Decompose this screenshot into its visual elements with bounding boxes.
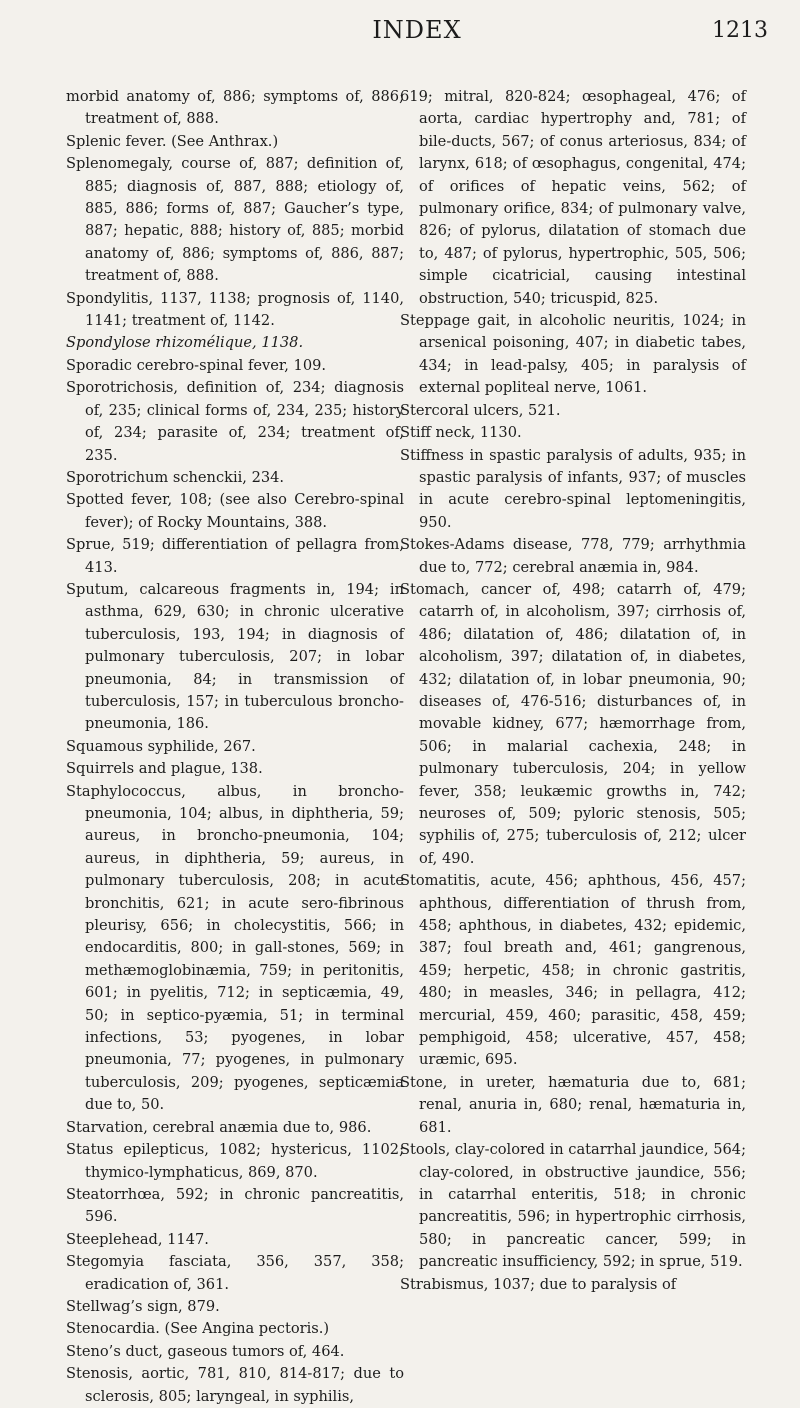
index-entry: Spotted fever, 108; (see also Cerebro-spinal fever); of Rocky Mountains, 388. bbox=[66, 491, 404, 531]
index-entry: Stools, clay-colored in catarrhal jaundice, 564; clay-colored, in obstructive jaundice, 556; in catarrhal enteritis, 518; in chronic pancreatitis, 596; in hypertrophic cirrhosis, 580; in pancreatic cancer, 599; in pancreatic insufficiency, 592; in sprue, 519. bbox=[400, 1141, 746, 1271]
index-entry: Stercoral ulcers, 521. bbox=[400, 401, 561, 419]
index-entry: Stellwag’s sign, 879. bbox=[66, 1297, 220, 1315]
index-entry: Steatorrhœa, 592; in chronic pancreatitis, 596. bbox=[66, 1185, 404, 1226]
index-entry: Steppage gait, in alcoholic neuritis, 1024; in arsenical poisoning, 407; in diabetic tabes, 434; in lead-palsy, 405; in paralysis of external popliteal nerve, 1061. bbox=[400, 312, 746, 397]
index-entry: Spondylose rhizomélique, 1138. bbox=[66, 334, 304, 352]
index-entry: Stone, in ureter, hæmaturia due to, 681; renal, anuria in, 680; renal, hæmaturia in, 681. bbox=[400, 1073, 746, 1136]
index-entry: morbid anatomy of, 886; symptoms of, 886; treatment of, 888. bbox=[66, 88, 404, 128]
index-entry: Stenocardia. (See Angina pectoris.) bbox=[66, 1320, 330, 1338]
index-entry: 619; mitral, 820-824; œsophageal, 476; of aorta, cardiac hypertrophy and, 781; of bile-ducts, 567; of conus arteriosus, 834; of larynx, 618; of œsophagus, congenital, 474; of orifices of hepatic veins, 562; of pulmonary orifice, 834; of pulmonary valve, 826; of pylorus, dilatation of stomach due to, 487; of pylorus, hypertrophic, 505, 506; simple cicatricial, causing intestinal obstruction, 540; tricuspid, 825. bbox=[400, 88, 746, 307]
index-entry: Stegomyia fasciata, 356, 357, 358; eradication of, 361. bbox=[66, 1253, 404, 1293]
index-entry: Splenomegaly, course of, 887; definition of, 885; diagnosis of, 887, 888; etiology of, 885, 886; forms of, 887; Gaucher’s type, 887; hepatic, 888; history of, 885; morbid anatomy of, 886; symptoms of, 886, 887; treatment of, 888. bbox=[66, 155, 404, 285]
index-entry: Sporotrichum schenckii, 234. bbox=[66, 468, 285, 486]
index-entry: Sputum, calcareous fragments in, 194; in asthma, 629, 630; in chronic ulcerative tuberculosis, 193, 194; in diagnosis of pulmonary tuberculosis, 207; in lobar pneumonia, 84; in transmission of tuberculosis, 157; in tuberculous broncho-pneumonia, 186. bbox=[66, 580, 404, 733]
index-entry: Sprue, 519; differentiation of pellagra from, 413. bbox=[66, 536, 404, 576]
index-entry: Strabismus, 1037; due to paralysis of bbox=[400, 1275, 677, 1293]
index-entry: Status epilepticus, 1082; hystericus, 1102; thymico-lymphaticus, 869, 870. bbox=[66, 1141, 404, 1181]
index-entry: Staphylococcus, albus, in broncho-pneumonia, 104; albus, in diphtheria, 59; aureus, in broncho-pneumonia, 104; aureus, in diphtheria, 59; aureus, in pulmonary tuberculosis, 208; in acute bronchitis, 621; in acute sero-fibrinous pleurisy, 656; in cholecystitis, 566; in endocarditis, 800; in gall-stones, 569; in methæmoglobinæmia, 759; in peritonitis, 601; in pyelitis, 712; in septicæmia, 49, 50; in septico-pyæmia, 51; in terminal infections, 53; pyogenes, in lobar pneumonia, 77; pyogenes, in pulmonary tuberculosis, 209; pyogenes, septicæmia due to, 50. bbox=[66, 782, 404, 1114]
index-entry: Sporadic cerebro-spinal fever, 109. bbox=[66, 356, 327, 374]
index-entry: Squirrels and plague, 138. bbox=[66, 760, 263, 778]
index-entry: Steno’s duct, gaseous tumors of, 464. bbox=[66, 1342, 345, 1360]
index-entry: Stomach, cancer of, 498; catarrh of, 479; catarrh of, in alcoholism, 397; cirrhosis of, 486; dilatation of, 486; dilatation of, in alcoholism, 397; dilatation of, in diabetes, 432; dilatation of, in lobar pneumonia, 90; diseases of, 476-516; disturbances of, in movable kidney, 677; hæmorrhage from, 506; in malarial cachexia, 248; in pulmonary tuberculosis, 204; in yellow fever, 358; leukæmic growths in, 742; neuroses of, 509; pyloric stenosis, 505; syphilis of, 275; tuberculosis of, 212; ulcer of, 490. bbox=[400, 580, 746, 867]
index-entry: Starvation, cerebral anæmia due to, 986. bbox=[66, 1118, 372, 1136]
index-entry: Splenic fever. (See Anthrax.) bbox=[66, 132, 279, 150]
index-entry: Stiffness in spastic paralysis of adults, 935; in spastic paralysis of infants, 937; of muscles in acute cerebro-spinal leptomeningitis, 950. bbox=[400, 446, 746, 531]
index-entry: Squamous syphilide, 267. bbox=[66, 737, 256, 755]
index-entry: Stokes-Adams disease, 778, 779; arrhythmia due to, 772; cerebral anæmia in, 984. bbox=[400, 536, 746, 576]
index-entry: Steeplehead, 1147. bbox=[66, 1230, 209, 1248]
page-title: INDEX bbox=[372, 16, 462, 44]
page-number: 1213 bbox=[712, 18, 768, 43]
index-entry: Spondylitis, 1137, 1138; prognosis of, 1140, 1141; treatment of, 1142. bbox=[66, 289, 404, 330]
index-entry: Stenosis, aortic, 781, 810, 814-817; due to sclerosis, 805; laryngeal, in syphilis, bbox=[66, 1365, 404, 1405]
index-entry: Stiff neck, 1130. bbox=[400, 424, 522, 442]
index-entry: Sporotrichosis, definition of, 234; diagnosis of, 235; clinical forms of, 234, 235; history of, 234; parasite of, 234; treatment of, 235. bbox=[66, 379, 404, 464]
index-column-left bbox=[66, 86, 404, 1408]
index-column-right bbox=[400, 86, 746, 1296]
page-header bbox=[66, 16, 768, 46]
index-entry: Stomatitis, acute, 456; aphthous, 456, 457; aphthous, differentiation of thrush from, 458; aphthous, in diabetes, 432; epidemic, 387; foul breath and, 461; gangrenous, 459; herpetic, 458; in chronic gastritis, 480; in measles, 346; in pellagra, 412; mercurial, 459, 460; parasitic, 458, 459; pemphigoid, 458; ulcerative, 457, 458; uræmic, 695. bbox=[400, 872, 746, 1069]
